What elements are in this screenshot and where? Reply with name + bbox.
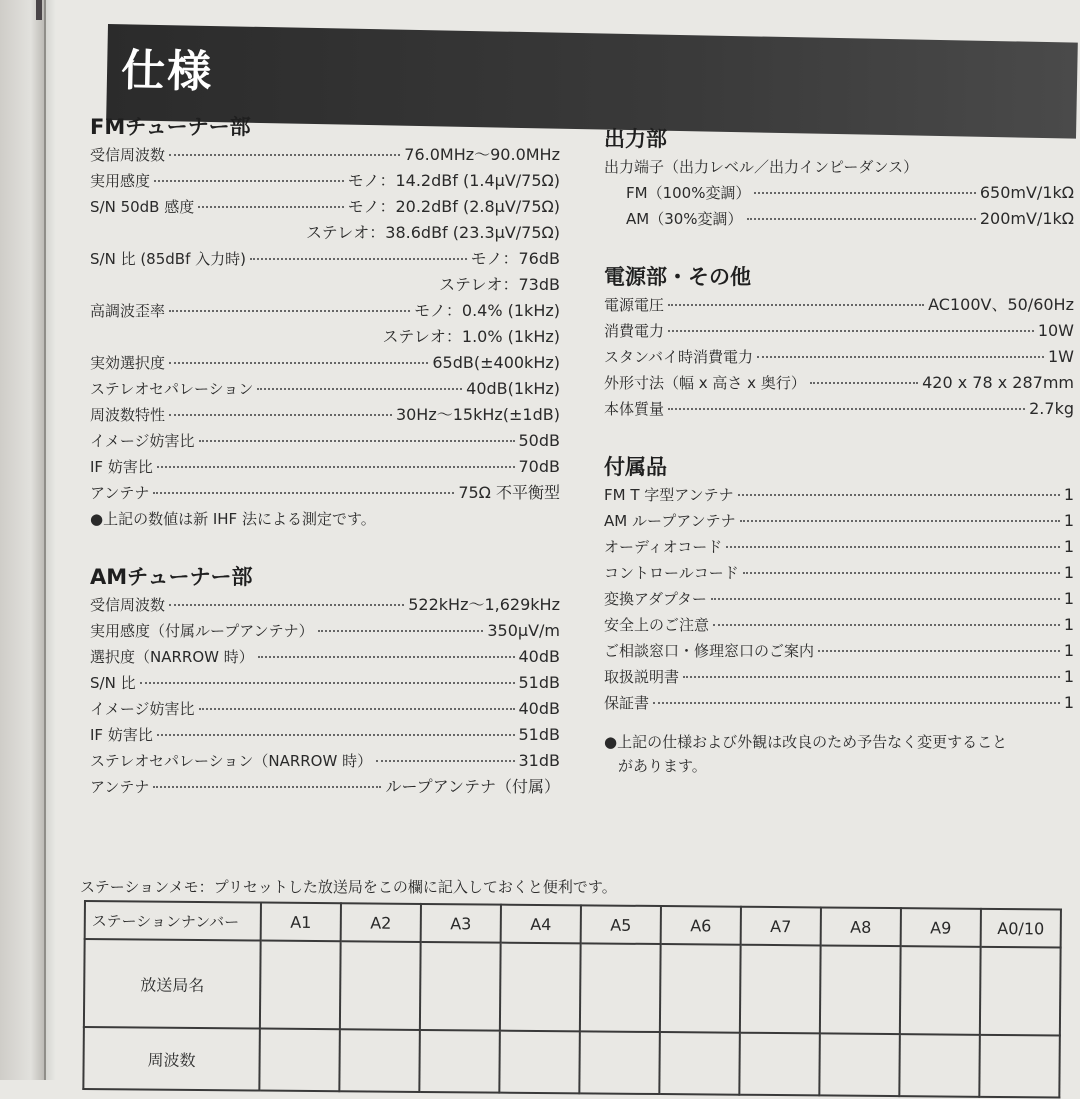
leader-dots	[169, 152, 400, 156]
station-name-cell	[420, 942, 501, 1031]
spec-label: 変換アダプター	[604, 590, 707, 608]
spec-row	[90, 618, 560, 644]
spec-label: 高調波歪率	[90, 302, 166, 320]
spec-value: AC100V、50/60Hz	[928, 295, 1074, 314]
spec-row	[90, 324, 560, 350]
spec-row	[90, 670, 560, 696]
leader-dots	[157, 464, 515, 468]
leader-dots	[154, 178, 344, 182]
spec-row	[90, 774, 560, 800]
leader-dots	[747, 216, 976, 220]
leader-dots	[740, 518, 1060, 522]
leader-dots	[810, 380, 918, 384]
frequency-cell	[499, 1031, 580, 1094]
spec-label: コントロールコード	[604, 564, 739, 582]
spec-row	[604, 508, 1074, 534]
spec-label: 保証書	[604, 694, 650, 712]
spec-row	[90, 298, 560, 324]
spec-value: 70dB	[518, 457, 560, 476]
leader-dots	[258, 654, 515, 658]
spec-row	[90, 480, 560, 506]
spec-row	[90, 194, 560, 220]
station-number-cell: A2	[341, 903, 421, 942]
spec-label: ステレオセパレーション	[90, 380, 254, 398]
leader-dots	[743, 570, 1060, 574]
spec-value: 1	[1063, 641, 1074, 660]
spec-label: FM T 字型アンテナ	[604, 486, 734, 504]
spec-value: 51dB	[518, 673, 560, 692]
booklet-spine	[0, 0, 46, 1080]
leader-dots	[668, 302, 924, 306]
spec-value: 51dB	[518, 725, 560, 744]
leader-dots	[713, 622, 1060, 626]
spec-label: 実用感度（付属ループアンテナ）	[90, 622, 314, 640]
spec-label: スタンバイ時消費電力	[604, 348, 753, 366]
station-name-cell	[820, 945, 901, 1034]
station-name-cell	[740, 945, 821, 1034]
frequency-cell	[339, 1029, 420, 1092]
station-number-cell: A3	[421, 904, 501, 943]
spec-value: 10W	[1037, 321, 1074, 340]
spec-row	[90, 428, 560, 454]
spec-value: ステレオ：73dB	[439, 275, 560, 294]
spec-label: アンテナ	[90, 778, 150, 796]
spec-row	[604, 180, 1074, 206]
station-name-cell	[900, 946, 981, 1035]
right-column	[604, 124, 1074, 778]
spec-row	[604, 318, 1074, 344]
frequency-cell	[979, 1035, 1060, 1098]
station-name-cell	[660, 944, 741, 1033]
spec-label: 安全上のご注意	[604, 616, 710, 634]
spec-label: S/N 50dB 感度	[90, 198, 195, 216]
leader-dots	[726, 544, 1060, 548]
spec-row	[90, 272, 560, 298]
spec-row	[90, 376, 560, 402]
leader-dots	[754, 190, 975, 194]
spec-label: AM（30%変調）	[626, 210, 743, 228]
leader-dots	[199, 438, 515, 442]
station-number-cell: A4	[501, 905, 581, 944]
spec-row	[604, 612, 1074, 638]
output-heading: 出力部	[604, 127, 667, 151]
accessories-list	[604, 482, 1074, 716]
frequency-cell	[819, 1033, 900, 1096]
power-heading: 電源部・その他	[604, 265, 751, 289]
spec-label: 周波数特性	[90, 406, 166, 424]
leader-dots	[157, 732, 515, 736]
spec-value: 76.0MHz～90.0MHz	[404, 145, 560, 164]
station-number-cell: A9	[901, 908, 981, 947]
frequency-label: 周波数	[83, 1027, 260, 1091]
spec-value: 200mV/1kΩ	[979, 209, 1074, 228]
station-name-cell	[500, 943, 581, 1032]
spec-row	[604, 586, 1074, 612]
spec-value: 420 x 78 x 287mm	[922, 373, 1074, 392]
station-name-cell	[260, 941, 341, 1030]
spec-label: ご相談窓口・修理窓口のご案内	[604, 642, 815, 660]
frequency-cell	[419, 1030, 500, 1093]
station-name-row	[84, 939, 1061, 1036]
fm-tuner-spec-list	[90, 142, 560, 506]
spec-value: 40dB	[518, 647, 560, 666]
spec-value: モノ：76dB	[470, 249, 560, 268]
leader-dots	[169, 360, 428, 364]
spec-row	[90, 350, 560, 376]
station-memo-caption: ステーションメモ：プリセットした放送局をこの欄に記入しておくと便利です。	[80, 878, 617, 896]
spec-value: ステレオ：1.0% (1kHz)	[382, 327, 560, 346]
spec-row	[90, 168, 560, 194]
leader-dots	[169, 308, 410, 312]
leader-dots	[153, 490, 454, 494]
station-memo-table	[82, 900, 1062, 1099]
leader-dots	[668, 406, 1025, 410]
spec-label: オーディオコード	[604, 538, 723, 556]
spec-row	[604, 638, 1074, 664]
station-number-cell: A0/10	[981, 909, 1061, 948]
frequency-cell	[579, 1031, 660, 1094]
spec-label: 選択度（NARROW 時）	[90, 648, 254, 666]
spec-label: 実用感度	[90, 172, 151, 190]
leader-dots	[738, 492, 1060, 496]
power-spec-list	[604, 292, 1074, 422]
spec-row	[90, 644, 560, 670]
spec-label: 受信周波数	[90, 146, 166, 164]
spec-label: イメージ妨害比	[90, 432, 195, 450]
leader-dots	[818, 648, 1060, 652]
leader-dots	[169, 412, 392, 416]
station-name-label: 放送局名	[84, 939, 261, 1029]
spec-label: IF 妨害比	[90, 726, 153, 744]
station-number-cell: A1	[261, 903, 341, 942]
leader-dots	[376, 758, 514, 762]
leader-dots	[318, 628, 484, 632]
leader-dots	[668, 328, 1034, 332]
spec-value: ステレオ：38.6dBf (23.3μV/75Ω)	[305, 223, 560, 242]
spec-value: モノ：0.4% (1kHz)	[414, 301, 560, 320]
spec-label: 消費電力	[604, 322, 665, 340]
spec-row	[604, 560, 1074, 586]
spec-label: AM ループアンテナ	[604, 512, 736, 530]
spec-value: 1	[1063, 667, 1074, 686]
spec-value: 1	[1063, 537, 1074, 556]
spec-row	[90, 748, 560, 774]
leader-dots	[653, 700, 1060, 704]
spec-row	[90, 696, 560, 722]
spec-value: 2.7kg	[1029, 399, 1074, 418]
frequency-cell	[899, 1034, 980, 1097]
spec-label: S/N 比 (85dBf 入力時)	[90, 250, 246, 268]
spec-row	[90, 402, 560, 428]
leader-dots	[169, 602, 404, 606]
spec-row	[604, 344, 1074, 370]
spec-label: 取扱説明書	[604, 668, 680, 686]
fm-tuner-heading: FMチューナー部	[90, 115, 251, 139]
spec-label: S/N 比	[90, 674, 136, 692]
spec-row	[604, 292, 1074, 318]
spec-value: 31dB	[518, 751, 560, 770]
spec-value: モノ：14.2dBf (1.4μV/75Ω)	[347, 171, 560, 190]
spec-value: 650mV/1kΩ	[979, 183, 1074, 202]
spec-value: 1	[1063, 485, 1074, 504]
spec-value: 40dB(1kHz)	[466, 379, 560, 398]
leader-dots	[198, 204, 343, 208]
frequency-row	[83, 1027, 1060, 1098]
spec-value: 350μV/m	[487, 621, 560, 640]
spec-value: 1	[1063, 511, 1074, 530]
spec-row	[90, 592, 560, 618]
spec-value: 40dB	[518, 699, 560, 718]
spec-value: 65dB(±400kHz)	[432, 353, 560, 372]
spec-row	[604, 664, 1074, 690]
am-tuner-heading: AMチューナー部	[90, 565, 253, 589]
spec-label: 外形寸法（幅 x 高さ x 奥行）	[604, 374, 806, 392]
leader-dots	[711, 596, 1060, 600]
spec-change-note: ●上記の仕様および外観は改良のため予告なく変更すること があります。	[604, 733, 1008, 775]
leader-dots	[683, 674, 1060, 678]
spec-value: 1	[1063, 693, 1074, 712]
leader-dots	[257, 386, 462, 390]
spec-value: 1	[1063, 589, 1074, 608]
spec-label: 本体質量	[604, 400, 665, 418]
leader-dots	[757, 354, 1044, 358]
spec-row	[604, 396, 1074, 422]
spec-value: 1W	[1048, 347, 1074, 366]
frequency-cell	[659, 1032, 740, 1095]
spec-label: 電源電圧	[604, 296, 665, 314]
spec-value: 1	[1063, 563, 1074, 582]
left-column	[90, 112, 560, 800]
spec-row	[604, 206, 1074, 232]
spec-label: イメージ妨害比	[90, 700, 195, 718]
station-number-cell: A5	[581, 905, 661, 944]
station-name-cell	[580, 943, 661, 1032]
page-title: 仕様	[120, 45, 214, 99]
leader-dots	[140, 680, 515, 684]
leader-dots	[250, 256, 467, 260]
station-number-label: ステーションナンバー	[85, 901, 261, 941]
leader-dots	[199, 706, 515, 710]
station-number-cell: A6	[661, 906, 741, 945]
spec-row	[604, 534, 1074, 560]
spec-value: 30Hz～15kHz(±1dB)	[395, 405, 560, 424]
spec-row	[90, 142, 560, 168]
station-number-cell: A7	[741, 907, 821, 946]
station-number-cell: A8	[821, 907, 901, 946]
spec-label: IF 妨害比	[90, 458, 153, 476]
spec-row	[90, 722, 560, 748]
frequency-cell	[739, 1033, 820, 1096]
spec-row	[604, 482, 1074, 508]
spec-row	[604, 690, 1074, 716]
spec-row	[90, 454, 560, 480]
spec-label: 実効選択度	[90, 354, 166, 372]
station-name-cell	[340, 941, 421, 1030]
output-terminal-label: 出力端子（出力レベル／出力インピーダンス）	[604, 158, 919, 176]
spec-label: アンテナ	[90, 484, 150, 502]
spec-value: 75Ω 不平衡型	[458, 483, 560, 502]
spec-value: 522kHz～1,629kHz	[408, 595, 560, 614]
station-name-cell	[980, 947, 1061, 1036]
spec-value: 1	[1063, 615, 1074, 634]
spec-row	[90, 220, 560, 246]
spec-label: ステレオセパレーション（NARROW 時）	[90, 752, 373, 770]
am-tuner-spec-list	[90, 592, 560, 800]
output-spec-list	[604, 180, 1074, 232]
spec-label: 受信周波数	[90, 596, 166, 614]
accessories-heading: 付属品	[604, 455, 667, 479]
spec-row	[604, 370, 1074, 396]
spec-label: FM（100%変調）	[626, 184, 751, 202]
leader-dots	[153, 784, 381, 788]
spec-value: 50dB	[518, 431, 560, 450]
fm-tuner-note: ●上記の数値は新 IHF 法による測定です。	[90, 510, 376, 528]
spec-value: ループアンテナ（付属）	[385, 777, 560, 796]
frequency-cell	[259, 1029, 340, 1092]
spec-value: モノ：20.2dBf (2.8μV/75Ω)	[347, 197, 560, 216]
spec-row	[90, 246, 560, 272]
